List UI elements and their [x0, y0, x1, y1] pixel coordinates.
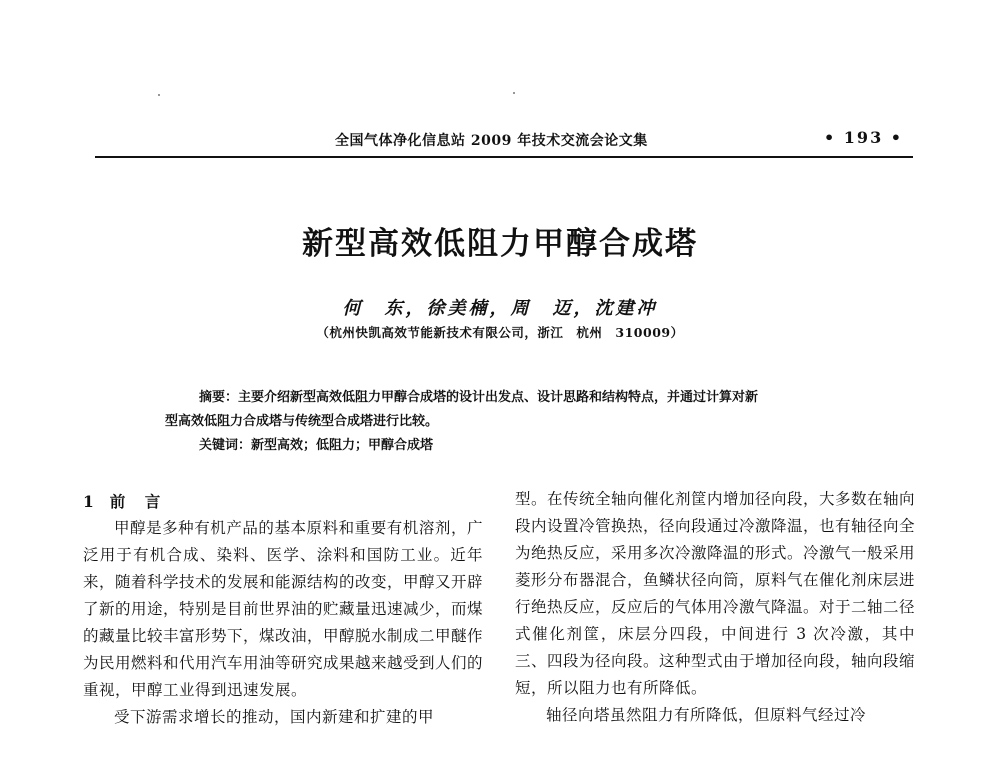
- abstract-line-2: 型高效低阻力合成塔与传统型合成塔进行比较。: [165, 414, 439, 429]
- page-number: • 193 •: [824, 128, 903, 147]
- section-title: 前 言: [109, 492, 163, 511]
- paper-title: 新型高效低阻力甲醇合成塔: [302, 226, 698, 262]
- abstract-block: [165, 386, 855, 458]
- right-column: [515, 486, 915, 729]
- keywords: 关键词：新型高效；低阻力；甲醇合成塔: [199, 438, 434, 453]
- scan-speck: [158, 94, 160, 96]
- abstract-line-1: 摘要：主要介绍新型高效低阻力甲醇合成塔的设计出发点、设计思路和结构特点，并通过计算对新: [199, 390, 759, 405]
- author-list: 何 东，徐美楠，周 迈，沈建冲: [342, 298, 658, 319]
- running-header: [95, 124, 913, 154]
- journal-title: 全国气体净化信息站 2009 年技术交流会论文集: [335, 133, 648, 149]
- header-rule: [95, 156, 913, 158]
- body-paragraph: 甲醇是多种有机产品的基本原料和重要有机溶剂，广泛用于有机合成、染料、医学、涂料和国防工业。近年来，随着科学技术的发展和能源结构的改变，甲醇又开辟了新的用途，特别是目前世界油的贮藏量迅速减少，而煤的藏量比较丰富形势下，煤改油，甲醇脱水制成二甲醚作为民用燃料和代用汽车用油等研究成果越来越受到人们的重视，甲醇工业得到迅速发展。: [83, 519, 484, 699]
- body-paragraph: 受下游需求增长的推动，国内新建和扩建的甲: [114, 708, 435, 726]
- scan-speck: [513, 92, 515, 94]
- affiliation: （杭州快凯高效节能新技术有限公司，浙江 杭州 310009）: [316, 325, 684, 340]
- left-column: [83, 488, 483, 731]
- body-paragraph: 型。在传统全轴向催化剂筐内增加径向段，大多数在轴向段内设置冷管换热，径向段通过冷激降温，也有轴径向全为绝热反应，采用多次冷激降温的形式。冷激气一般采用菱形分布器混合，鱼鳞状径向筒，原料气在催化剂床层进行绝热反应，反应后的气体用冷激气降温。对于二轴二径式催化剂筐，床层分四段，中间进行 3 次冷激，其中三、四段为径向段。这种型式由于增加径向段，轴向段缩短，所以阻力也有所降低。: [515, 490, 916, 697]
- section-number: 1: [83, 492, 96, 511]
- body-paragraph: 轴径向塔虽然阻力有所降低，但原料气经过冷: [546, 706, 867, 724]
- section-heading: [83, 488, 483, 515]
